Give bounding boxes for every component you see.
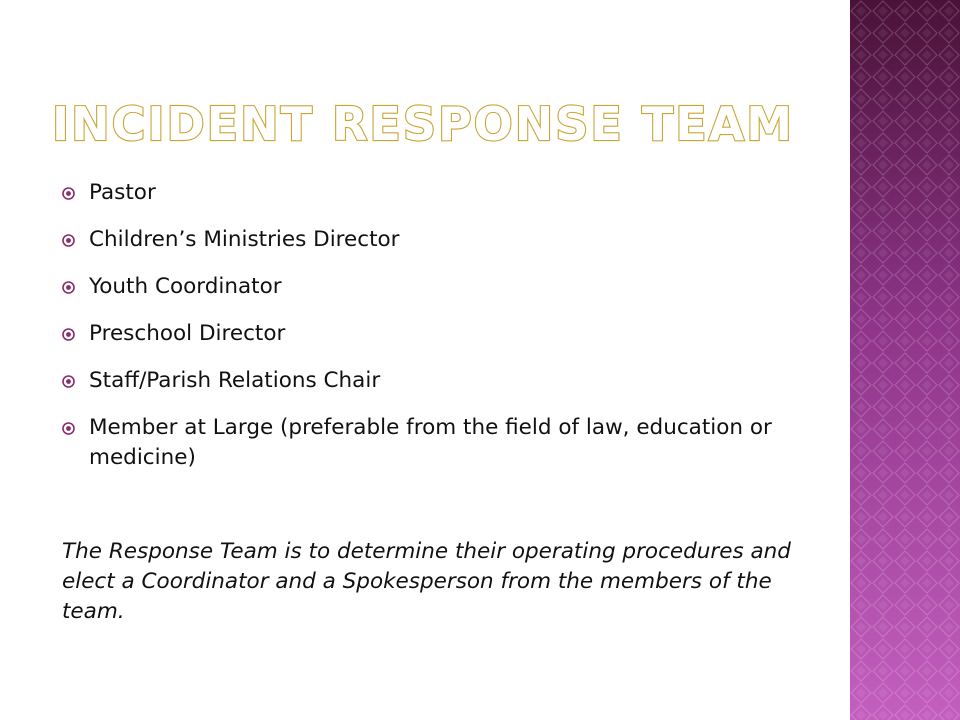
circle-bullet-icon bbox=[62, 234, 75, 247]
bullet-list bbox=[62, 178, 782, 490]
bullet-text: Member at Large (preferable from the field of law, education or medicine) bbox=[89, 415, 772, 470]
list-item bbox=[62, 319, 782, 349]
list-item bbox=[62, 413, 782, 473]
bullet-text: Staff/Parish Relations Chair bbox=[89, 368, 381, 393]
diamond-pattern-graphic bbox=[850, 0, 960, 720]
bullet-text: Preschool Director bbox=[89, 321, 286, 346]
list-item bbox=[62, 225, 782, 255]
slide-title bbox=[52, 94, 795, 154]
bullet-text: Youth Coordinator bbox=[89, 274, 282, 299]
slide-title-text: Incident Response Team bbox=[52, 97, 795, 151]
bullet-text: Pastor bbox=[89, 180, 156, 205]
bullet-text: Children’s Ministries Director bbox=[89, 227, 400, 252]
decorative-side-panel bbox=[850, 0, 960, 720]
list-item bbox=[62, 178, 782, 208]
circle-bullet-icon bbox=[62, 375, 75, 388]
circle-bullet-icon bbox=[62, 281, 75, 294]
circle-bullet-icon bbox=[62, 422, 75, 435]
list-item bbox=[62, 366, 782, 396]
circle-bullet-icon bbox=[62, 328, 75, 341]
list-item bbox=[62, 272, 782, 302]
response-team-note: The Response Team is to determine their operating procedures and elect a Coordinator and a Spokesperson from the members of the team. bbox=[62, 539, 791, 624]
circle-bullet-icon bbox=[62, 187, 75, 200]
